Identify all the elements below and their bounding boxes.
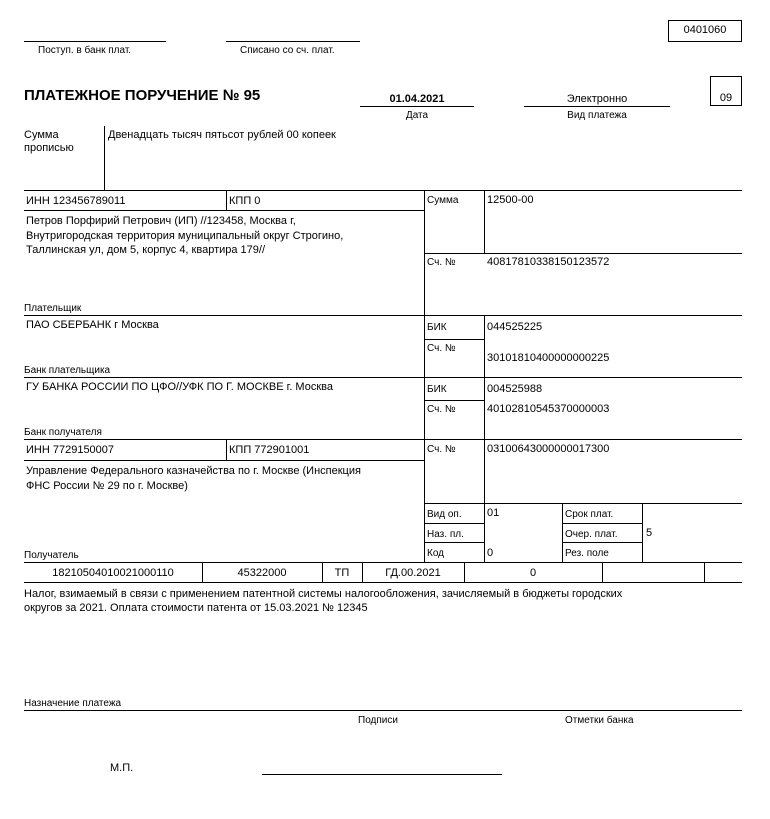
purpose-line1: Налог, взимаемый в связи с применением патентной системы налогообложения, зачисляемый в бюджеты городских <box>24 588 623 600</box>
recipient-bank-bik-label: БИК <box>427 384 447 395</box>
payer-bank-bik: 044525225 <box>487 321 543 333</box>
signature-line <box>262 774 502 775</box>
ocher-label: Очер. плат. <box>565 529 618 540</box>
recipient-account: 03100643000000017300 <box>487 443 610 455</box>
signatures-label: Подписи <box>358 715 398 726</box>
payer-bank-label: Банк плательщика <box>24 365 111 376</box>
grid-line <box>424 503 742 504</box>
bank-marks-label: Отметки банка <box>565 715 634 726</box>
payer-label: Плательщик <box>24 303 82 314</box>
grid-line <box>424 253 742 254</box>
payment-type-line <box>524 106 670 107</box>
grid-line <box>424 542 484 543</box>
ocher-value: 5 <box>646 527 653 539</box>
vid-op-label: Вид оп. <box>427 509 462 520</box>
vid-op-value: 01 <box>487 507 500 519</box>
tax-doc-no: 0 <box>529 567 537 579</box>
grid-line <box>226 439 227 460</box>
recipient-bank-label: Банк получателя <box>24 427 102 438</box>
amount-words-divider <box>104 126 105 190</box>
date-value: 01.04.2021 <box>389 93 445 105</box>
amount-value: 12500-00 <box>487 194 534 206</box>
grid-line <box>424 339 484 340</box>
recipient-bank-bik: 004525988 <box>487 383 543 395</box>
recipient-name-line1: Управление Федерального казначейства по г. Москве (Инспекция <box>26 465 361 477</box>
naz-pl-label: Наз. пл. <box>427 529 464 540</box>
grid-line <box>24 562 742 563</box>
payer-inn: ИНН 123456789011 <box>26 195 126 207</box>
recipient-account-label: Сч. № <box>427 444 456 455</box>
grid-line <box>424 523 484 524</box>
amount-words-value: Двенадцать тысяч пятьсот рублей 00 копеек <box>108 129 336 141</box>
grid-line <box>24 377 742 378</box>
amount-label: Сумма <box>427 195 459 206</box>
amount-words-label-1: Сумма <box>24 129 59 141</box>
purpose-label: Назначение платежа <box>24 698 122 709</box>
recipient-bank-acc: 40102810545370000003 <box>487 403 610 415</box>
stamp-label: М.П. <box>110 762 134 774</box>
payer-name-line1: Петров Порфирий Петрович (ИП) //123458, Москва г, <box>26 215 296 227</box>
payer-bank-bik-label: БИК <box>427 322 447 333</box>
payer-bank-acc: 30101810400000000225 <box>487 352 610 364</box>
grid-line <box>24 210 424 211</box>
grid-line <box>24 582 742 583</box>
grid-line <box>562 503 563 562</box>
grid-line <box>642 503 643 562</box>
grid-line <box>484 315 485 562</box>
payer-account-value: 40817810338150123572 <box>487 256 610 268</box>
payment-type-label: Вид платежа <box>567 110 627 121</box>
grid-line <box>602 562 603 582</box>
status-code: 09 <box>719 92 733 104</box>
grid-line <box>562 542 642 543</box>
purpose-bottom-line <box>24 710 742 711</box>
grid-line <box>24 315 742 316</box>
payer-bank-name: ПАО СБЕРБАНК г Москва <box>26 319 159 331</box>
grid-line <box>226 190 227 210</box>
payer-account-label: Сч. № <box>427 257 456 268</box>
kod-label: Код <box>427 548 445 559</box>
recipient-label: Получатель <box>24 550 79 561</box>
payment-type-value: Электронно <box>566 93 628 105</box>
recipient-name-line2: ФНС России № 29 по г. Москве) <box>26 480 188 492</box>
tax-period: ГД.00.2021 <box>385 567 441 579</box>
recipient-bank-name: ГУ БАНКА РОССИИ ПО ЦФО//УФК ПО Г. МОСКВЕ г. Москва <box>26 381 333 393</box>
kod-value: 0 <box>487 547 494 559</box>
grid-line <box>424 400 484 401</box>
amount-words-label-2: прописью <box>24 142 74 154</box>
payer-kpp: КПП 0 <box>229 195 261 207</box>
tax-basis: ТП <box>334 567 350 579</box>
debited-label: Списано со сч. плат. <box>240 45 335 56</box>
debited-line <box>226 41 360 42</box>
grid-line <box>484 190 485 253</box>
tax-kbk: 18210504010021000110 <box>52 567 174 579</box>
received-line <box>24 41 166 42</box>
recipient-kpp: КПП 772901001 <box>229 444 310 456</box>
grid-line <box>24 439 742 440</box>
srok-label: Срок плат. <box>565 509 614 520</box>
document-title: ПЛАТЕЖНОЕ ПОРУЧЕНИЕ № 95 <box>24 87 261 104</box>
payer-name-line3: Таллинская ул, дом 5, корпус 4, квартира 179// <box>26 244 266 256</box>
date-label: Дата <box>405 110 429 121</box>
grid-line <box>24 190 742 191</box>
payer-name-line2: Внутригородская территория муниципальный округ Строгино, <box>26 230 344 242</box>
form-code: 0401060 <box>683 24 727 36</box>
received-label: Поступ. в банк плат. <box>38 45 132 56</box>
rez-label: Рез. поле <box>565 548 609 559</box>
tax-oktmo: 45322000 <box>237 567 287 579</box>
purpose-line2: округов за 2021. Оплата стоимости патента от 15.03.2021 № 12345 <box>24 602 368 614</box>
grid-line <box>562 523 642 524</box>
grid-line <box>424 190 425 562</box>
date-line <box>360 106 474 107</box>
payer-bank-acc-label: Сч. № <box>427 343 456 354</box>
recipient-bank-acc-label: Сч. № <box>427 404 456 415</box>
grid-line <box>24 460 424 461</box>
recipient-inn: ИНН 7729150007 <box>26 444 115 456</box>
grid-line <box>704 562 705 582</box>
